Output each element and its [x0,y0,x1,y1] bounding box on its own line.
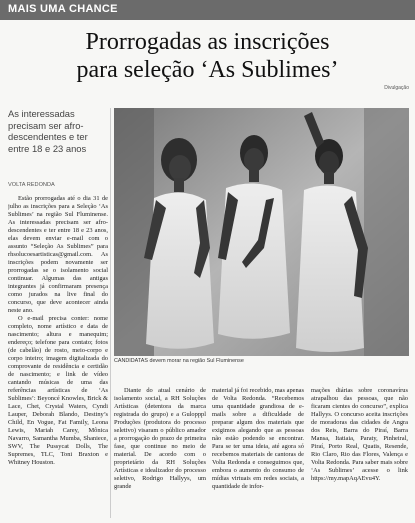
body-column-3 [212,387,304,517]
section-bar [0,0,415,20]
body-paragraph: Diante do atual cenário de isolamento social, a RH Soluções Artísticas (detentora da marca registrada do grupo) e a Gulopppl Produções (produtora do processo seletivo) visaram o público amador a prorrogação do prazo de primeira fase, que continue no meio de material. De acordo com o proprietário da RH Soluções Artísticas e idealizador do processo seletivo, Rodrigo Hallyys, um grande [114,387,206,490]
photo-caption: CANDIDATAS devem morar na região Sul Fluminense [114,358,244,364]
headline [0,28,415,84]
body-paragraph: Estão prorrogadas até o dia 31 de julho as inscrições para a Seleção ‘As Sublimes’ na região Sul Fluminense. As interessadas precisam ser afro-descendentes e ter entre 18 e 23 anos, elas devem enviar e-mail com o assunto “Seleção As Sublimes” para rhsolucoesartisticas@gmail.com. As inscrições podem novamente ser prorrogadas se o isolamento social continuar. Algumas das antigas integrantes já confirmaram presença como jurados na live final do concurso, que deve acontecer ainda neste ano. [8,195,108,314]
body-paragraph: material já foi recebido, mas apenas de Volta Redonda. “Recebemos uma quantidade grandiosa de e-mails sobre a dificuldade de preparar algum dos materiais que exigimos alegando que as pessoas não estão podendo se encontrar. Para se ter uma ideia, até agora só recebemos materiais de cantoras de Volta Redonda e conseguimos que, embora o aumento do consumo de mídias virtuais em redes sociais, a quantidade de infor- [212,387,304,490]
body-column-4 [311,387,408,517]
headline-line-2: para seleção ‘As Sublimes’ [76,57,339,83]
photo-credit: Divulgação [384,85,409,91]
body-column-1 [8,195,108,517]
photo [114,108,409,356]
column-divider [110,108,111,518]
headline-line-1: Prorrogadas as inscrições [85,29,330,55]
byline: VOLTA REDONDA [8,182,55,188]
body-paragraph: O e-mail precisa conter: nome completo, nome artístico e data de nascimento; altura e manequim; endereço; telefone para contato; fotos (de cabelão) de rosto, meio-corpo e corpo inteiro; imagem digitalizada do comprovante de residência e certidão de nascimento; e link de vídeo cantando músicas de uma das referências artísticas de ‘As Sublimes’: Beyoncé Knowles, Brick & Lace, Chet, Crystal Waters, Cyndi Lauper, Deborah Blando, Destiny’s Child, En Vogue, Fat Family, Leona Lewis, Mariah Carey, Mônica Navarro, Samantha Mumba, Shaniece, SWV, The Pussycat Dolls, The Supremes, TLC, Toni Braxton e Whitney Houston. [8,315,108,466]
deck-subheadline: As interessadas precisam ser afro-descendentes e ter entre 18 e 23 anos [8,108,88,154]
section-label: MAIS UMA CHANCE [8,3,118,15]
body-column-2 [114,387,206,517]
body-paragraph: mações diárias sobre coronavírus atrapalhou das pessoas, que não ficaram cientes do concurso”, explica Hallyys. O concurso aceita inscrições de moradoras das cidades de Angra dos Reis, Barra do Piraí, Barra Mansa, Itatiaia, Paraty, Pinheiral, Piraí, Porto Real, Quatis, Resende, Rio Claro, Rio das Flores, Valença e Volta Redonda. Para saber mais sobre ‘As Sublimes’ acesse o link https://my.mapAqAEvu4Y. [311,387,408,482]
photo-image [114,108,409,356]
